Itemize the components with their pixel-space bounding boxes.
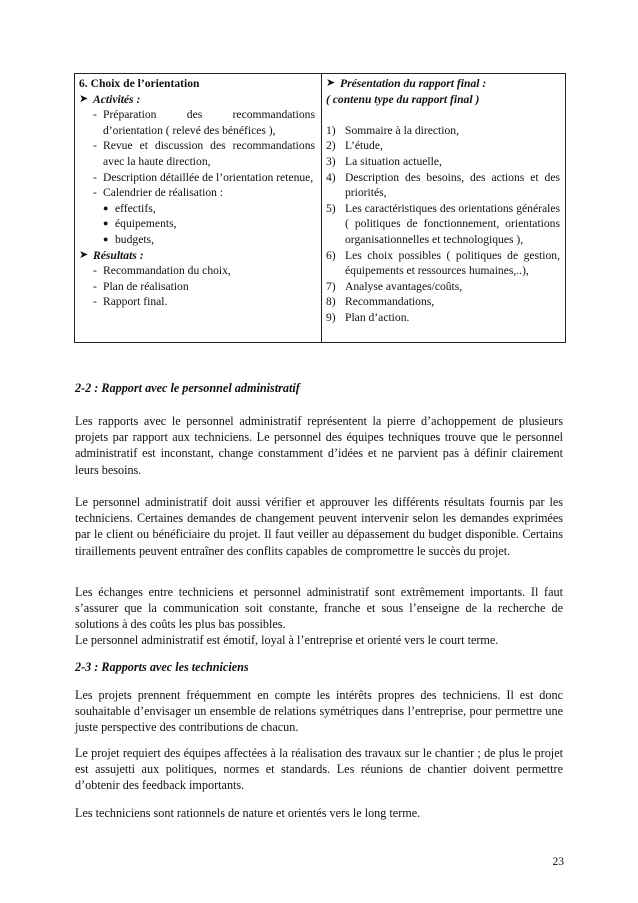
bullet-icon: ● <box>103 202 109 213</box>
numbered-item: 9) Plan d’action. <box>326 310 410 324</box>
numbered-item: 4) Description des besoins, des actions et des priorités, <box>326 170 560 200</box>
bullet-icon: ● <box>103 233 109 244</box>
arrow-bullet-icon: ➤ <box>79 92 89 105</box>
results-heading <box>79 248 315 264</box>
bullet-item: ● budgets, <box>103 232 154 246</box>
orientation-table <box>74 73 566 343</box>
final-report-heading <box>326 76 560 92</box>
bullet-item: ● équipements, <box>103 217 177 231</box>
paragraph: Les projets prennent fréquemment en compte les intérêts propres des techniciens. Il est donc souhaitable d’envisager un ensemble de relations symétriques dans l’entreprise, pour permettre une juste perspective des contributions de chacun. <box>75 688 563 735</box>
section-6-title: 6. Choix de l’orientation <box>79 77 200 90</box>
arrow-bullet-icon: ➤ <box>326 77 336 89</box>
numbered-item: 6) Les choix possibles ( politiques de gestion, équipements et ressources humaines,..), <box>326 248 560 278</box>
activities-heading <box>79 92 315 108</box>
activities-label: Activités : <box>93 92 141 106</box>
arrow-bullet-icon: ➤ <box>79 248 89 261</box>
bullet-icon: ● <box>103 218 109 229</box>
results-label: Résultats : <box>93 248 144 262</box>
list-item: - Rapport final. <box>93 295 168 309</box>
paragraph: Les rapports avec le personnel administratif représentent la pierre d’achoppement de plusieurs projets par rapport aux techniciens. Le personnel des équipes techniques trouve que le personnel administratif est inconstant, change constamment d’idées et ne parvient pas à définir clairement leurs besoins. <box>75 414 563 477</box>
list-item: - Calendrier de réalisation : <box>93 186 224 200</box>
list-item: - Revue et discussion des recommandations avec la haute direction, <box>93 139 315 168</box>
list-item: - Plan de réalisation <box>93 279 189 293</box>
page-number: 23 <box>552 856 564 868</box>
numbered-item: 2) L’étude, <box>326 139 383 153</box>
table-right-column <box>322 74 565 342</box>
list-item: - Recommandation du choix, <box>93 264 231 278</box>
numbered-item: 1) Sommaire à la direction, <box>326 123 459 137</box>
numbered-item: 5) Les caractéristiques des orientations générales ( politiques de fonctionnement, orientations organisationnelles et technologiques ), <box>326 201 560 246</box>
paragraph: Le personnel administratif est émotif, loyal à l’entreprise et orienté vers le court terme. <box>75 633 499 647</box>
list-item: - Description détaillée de l’orientation retenue, <box>93 170 314 184</box>
numbered-item: 7) Analyse avantages/coûts, <box>326 279 463 293</box>
paragraph: Le personnel administratif doit aussi vérifier et approuver les différents résultats fournis par les techniciens. Certaines demandes de changement peuvent intervenir selon les demandes exprimées par le client ou bénéficiaire du projet. Il faut veiller au dépassement du budget disponible. Certains tiraillements peuvent entraîner des conflits capables de compromettre le succès du projet. <box>75 495 563 558</box>
section-heading-2-2: 2-2 : Rapport avec le personnel administratif <box>75 381 300 395</box>
table-left-column <box>75 74 322 342</box>
final-report-title: Présentation du rapport final : <box>340 77 487 90</box>
bullet-item: ● effectifs, <box>103 201 156 215</box>
paragraph: Le projet requiert des équipes affectées à la réalisation des travaux sur le chantier ; de plus le projet est assujetti aux politiques, normes et standards. Les réunions de chantier doivent permettre d’obtenir des feedback importants. <box>75 746 563 793</box>
paragraph: Les techniciens sont rationnels de nature et orientés vers le long terme. <box>75 806 421 820</box>
section-heading-2-3: 2-3 : Rapports avec les techniciens <box>75 660 249 674</box>
list-item: - Préparation des recommandations d’orientation ( relevé des bénéfices ), <box>93 108 315 137</box>
paragraph: Les échanges entre techniciens et personnel administratif sont extrêmement importants. Il faut s’assurer que la communication soit constante, franche et sous l’enseigne de la recherche de solutions à des coûts les plus bas possibles. <box>75 585 563 632</box>
numbered-item: 8) Recommandations, <box>326 295 435 309</box>
numbered-item: 3) La situation actuelle, <box>326 154 442 168</box>
final-report-subtitle: ( contenu type du rapport final ) <box>326 92 480 106</box>
